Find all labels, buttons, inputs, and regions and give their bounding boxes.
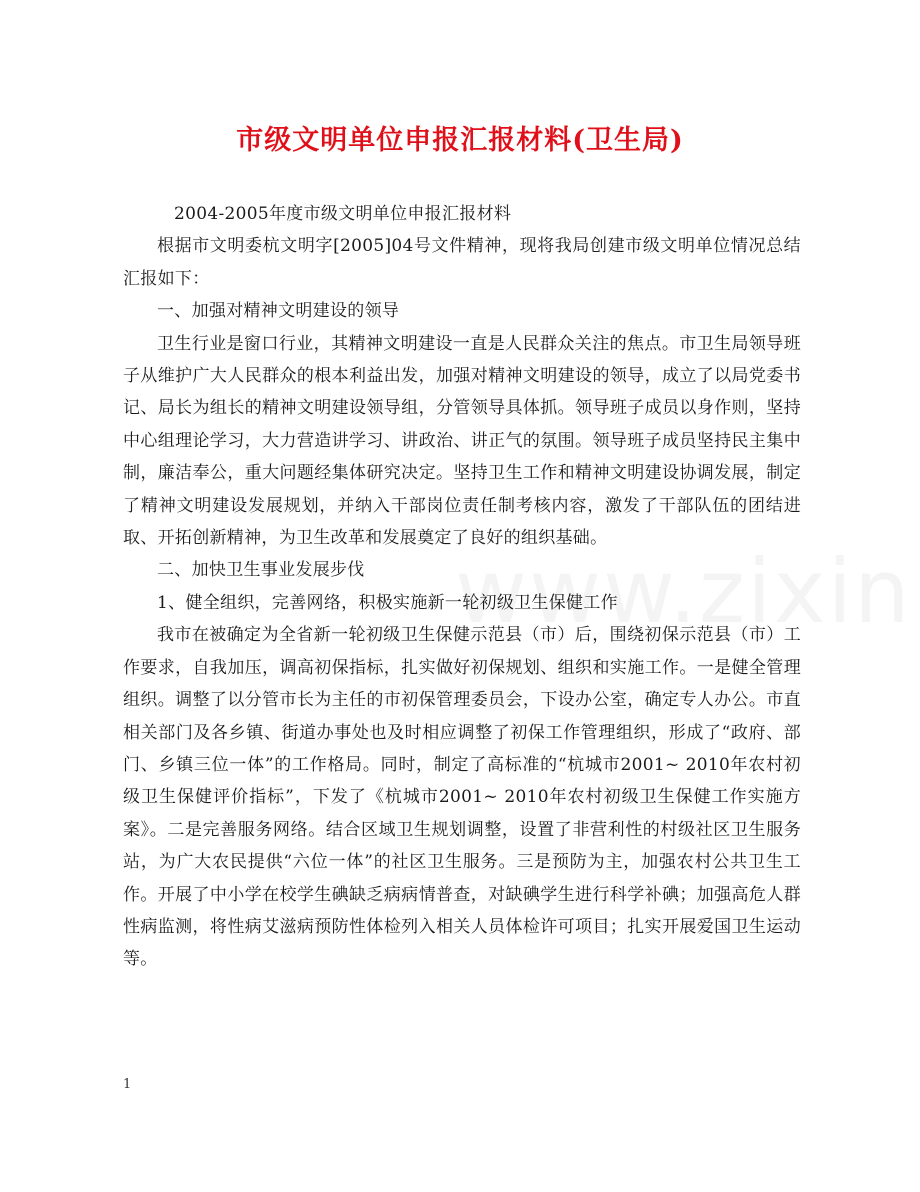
- document-title: 市级文明单位申报汇报材料(卫生局): [236, 125, 684, 156]
- subsection-heading-2-1: 1、健全组织，完善网络，积极实施新一轮初级卫生保健工作: [157, 592, 618, 613]
- document-body: [123, 198, 801, 976]
- section-heading-1: 一、加强对精神文明建设的领导: [157, 301, 400, 322]
- page-number: 1: [123, 1077, 132, 1092]
- subtitle-paragraph: 2004-2005年度市级文明单位申报汇报材料: [174, 204, 512, 224]
- intro-paragraph: 根据市文明委杭文明字[2005]04号文件精神，现将我局创建市级文明单位情况总结汇报如下：: [123, 236, 801, 289]
- subsection-2-1-paragraph: 我市在被确定为全省新一轮初级卫生保健示范县（市）后，围绕初保示范县（市）工作要求，自我加压，调高初保指标，扎实做好初保规划、组织和实施工作。一是健全管理组织。调整了以分管市长为主任的市初保管理委员会，下设办公室，确定专人办公。市直相关部门及各乡镇、街道办事处也及时相应调整了初保工作管理组织，形成了“政府、部门、乡镇三位一体”的工作格局。同时，制定了高标准的“杭城市2001~ 2010年农村初级卫生保健评价指标”，下发了《杭城市2001~ 2010年农村初级卫生保健工作实施方案》。二是完善服务网络。结合区域卫生规划调整，设置了非营利性的村级社区卫生服务站，为广大农民提供“六位一体”的社区卫生服务。三是预防为主，加强农村公共卫生工作。开展了中小学在校学生碘缺乏病病情普查，对缺碘学生进行科学补碘；加强高危人群性病监测，将性病艾滋病预防性体检列入相关人员体检许可项目；扎实开展爱国卫生运动等。: [123, 625, 801, 970]
- section-1-paragraph: 卫生行业是窗口行业，其精神文明建设一直是人民群众关注的焦点。市卫生局领导班子从维护广大人民群众的根本利益出发，加强对精神文明建设的领导，成立了以局党委书记、局长为组长的精神文明建设领导组，分管领导具体抓。领导班子成员以身作则，坚持中心组理论学习，大力营造讲学习、讲政治、讲正气的氛围。领导班子成员坚持民主集中制，廉洁奉公，重大问题经集体研究决定。坚持卫生工作和精神文明建设协调发展，制定了精神文明建设发展规划，并纳入干部岗位责任制考核内容，激发了干部队伍的团结进取、开拓创新精神，为卫生改革和发展奠定了良好的组织基础。: [123, 333, 801, 549]
- section-heading-2: 二、加快卫生事业发展步伐: [157, 560, 365, 581]
